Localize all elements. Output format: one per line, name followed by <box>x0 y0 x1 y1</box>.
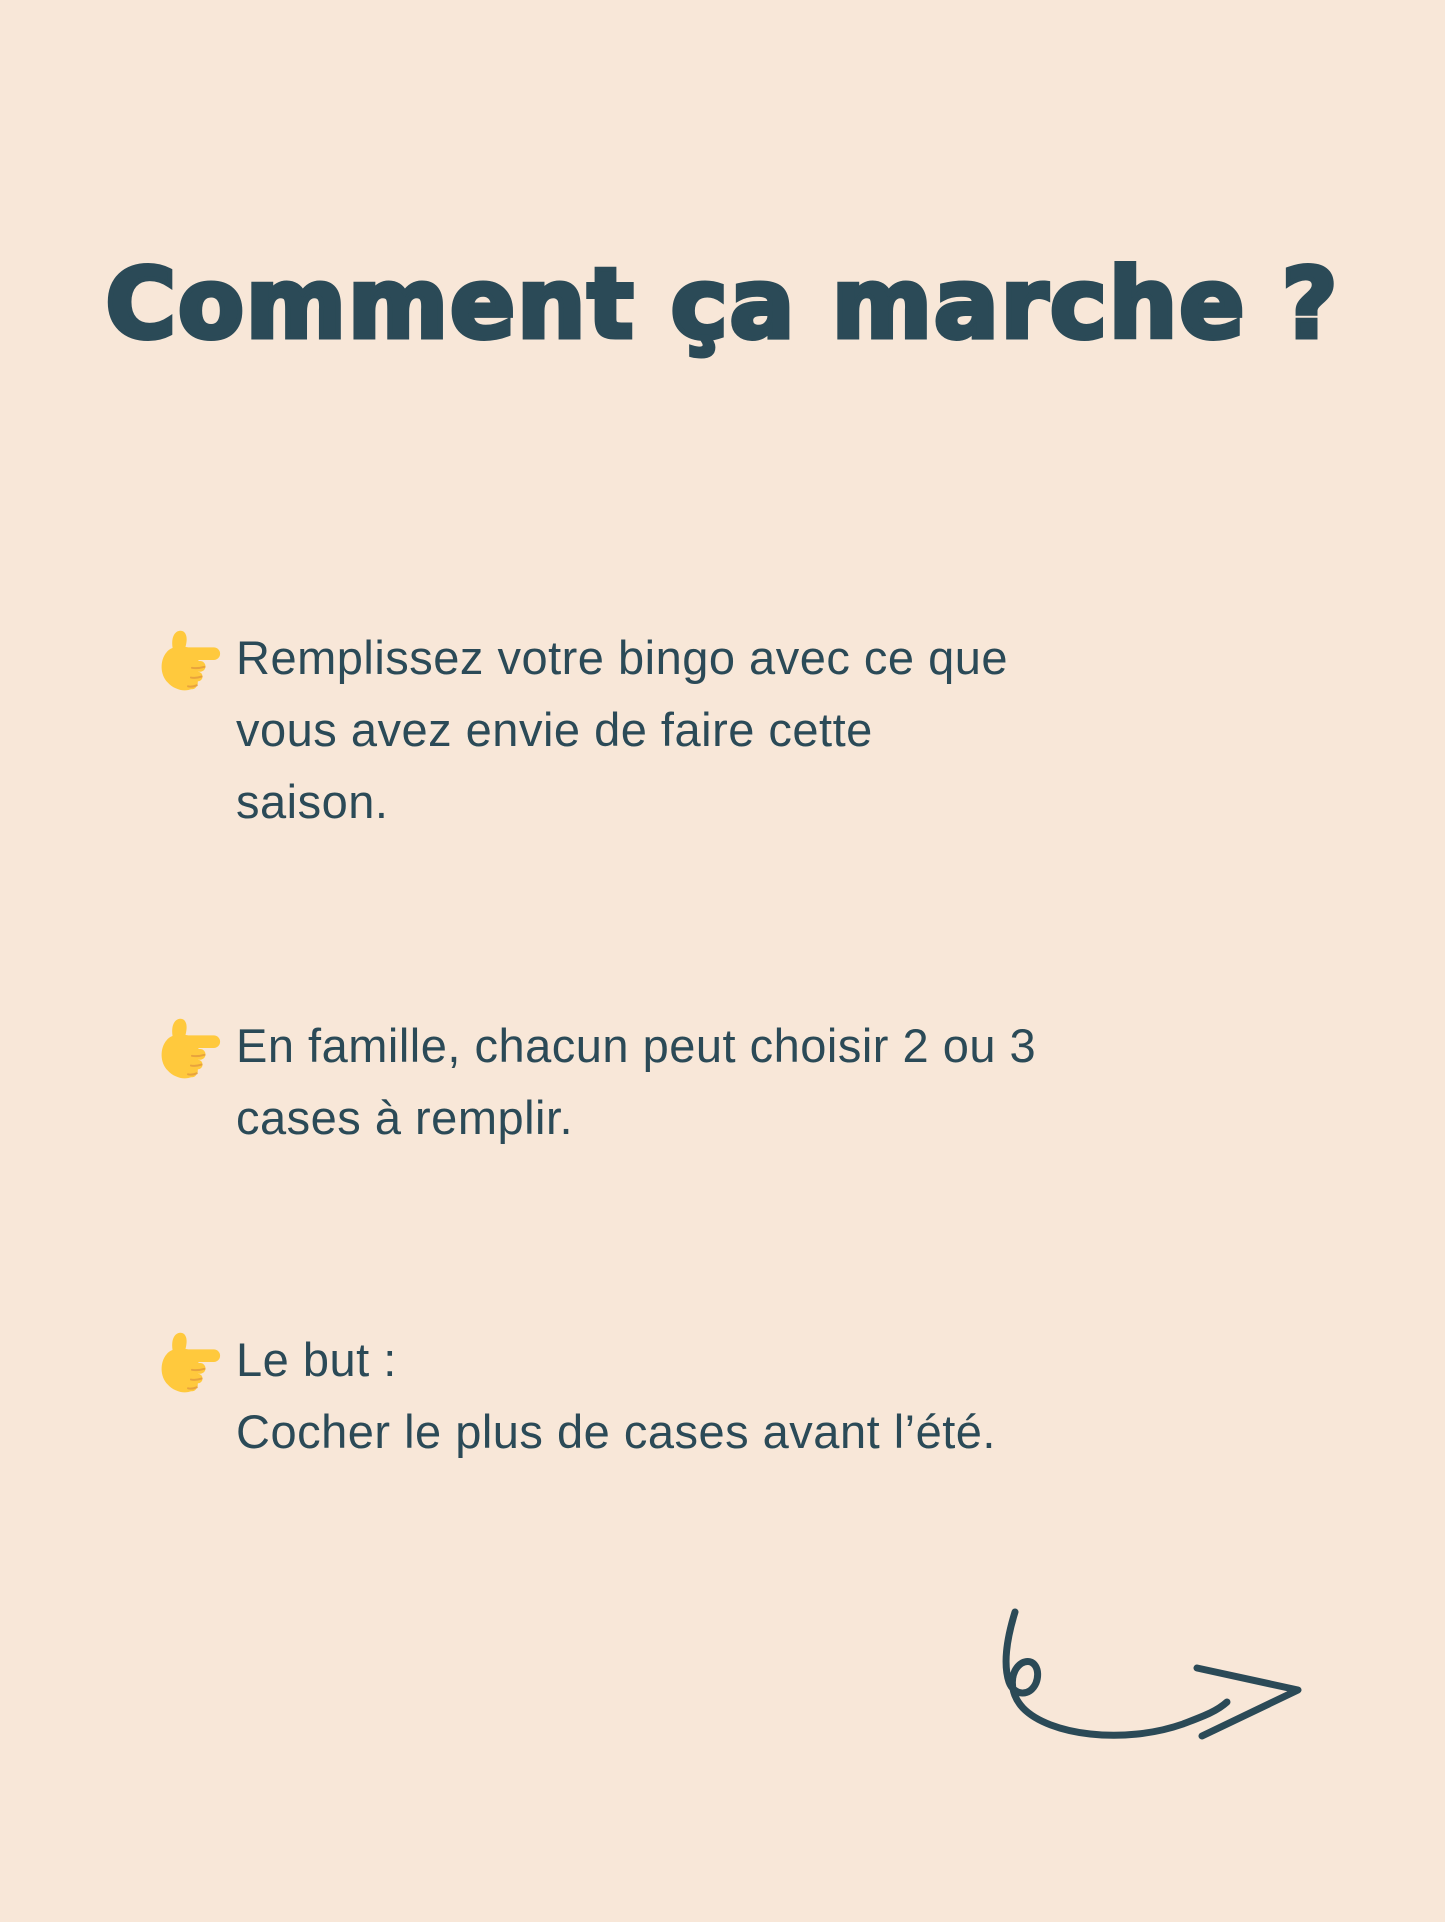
curly-arrow-right-icon <box>985 1598 1320 1778</box>
pointing-right-finger-icon <box>152 626 224 696</box>
pointing-right-finger-icon <box>152 1014 224 1084</box>
instruction-item <box>152 622 1008 838</box>
instruction-line: Remplissez votre bingo avec ce que <box>236 631 1009 684</box>
instruction-line: saison. <box>236 775 389 828</box>
instruction-line: Le but : <box>236 1333 397 1386</box>
instruction-text <box>236 1324 996 1468</box>
page-title: Comment ça marche ? <box>105 248 1340 360</box>
instruction-line: En famille, chacun peut choisir 2 ou 3 <box>236 1019 1037 1072</box>
instruction-text <box>236 622 1008 838</box>
instruction-item <box>152 1010 1036 1154</box>
instruction-line: Cocher le plus de cases avant l’été. <box>236 1405 996 1458</box>
instruction-text <box>236 1010 1036 1154</box>
pointing-right-finger-icon <box>152 1328 224 1398</box>
instruction-line: cases à remplir. <box>236 1091 574 1144</box>
instruction-item <box>152 1324 996 1468</box>
instruction-line: vous avez envie de faire cette <box>236 703 873 756</box>
